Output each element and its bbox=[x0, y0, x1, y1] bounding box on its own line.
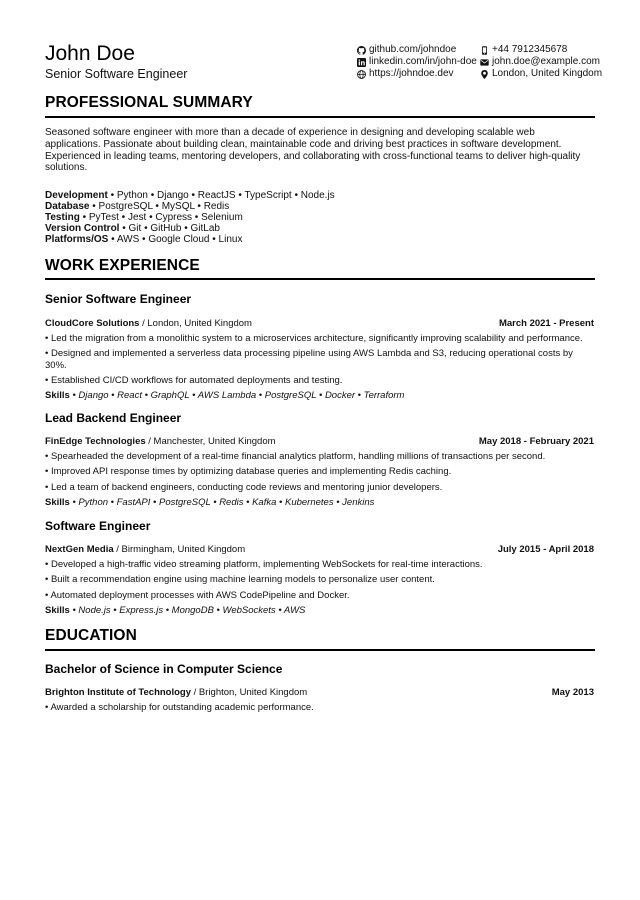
skill-label: Database bbox=[45, 201, 90, 212]
contact-email-text: john.doe@example.com bbox=[492, 56, 600, 67]
job-skills-label: Skills bbox=[45, 390, 70, 401]
job-bullet: • Spearheaded the development of a real-time financial analytics platform, handling millions of transactions per second. bbox=[45, 451, 546, 462]
job-company-row bbox=[45, 318, 594, 329]
skill-items: • PyTest • Jest • Cypress • Selenium bbox=[82, 212, 243, 223]
job-skills-label: Skills bbox=[45, 497, 70, 508]
skill-items: • AWS • Google Cloud • Linux bbox=[111, 234, 243, 245]
skill-line-database bbox=[45, 201, 229, 212]
job-bullet: • Developed a high-traffic video streaming platform, implementing WebSockets for real-time interactions. bbox=[45, 559, 483, 570]
contact-linkedin[interactable] bbox=[357, 56, 477, 68]
linkedin-icon bbox=[357, 58, 366, 67]
job-date: July 2015 - April 2018 bbox=[497, 544, 594, 555]
education-date: May 2013 bbox=[551, 687, 594, 698]
summary-divider bbox=[45, 116, 595, 118]
job-title: Senior Software Engineer bbox=[45, 292, 192, 306]
job-location: / Birmingham, United Kingdom bbox=[113, 544, 246, 555]
job-skills bbox=[45, 497, 374, 508]
job-bullet: • Established CI/CD workflows for automated deployments and testing. bbox=[45, 375, 343, 386]
education-bullet: • Awarded a scholarship for outstanding academic performance. bbox=[45, 702, 314, 713]
job-company-row bbox=[45, 544, 594, 555]
candidate-name: John Doe bbox=[45, 42, 135, 65]
job-company: NextGen Media bbox=[45, 544, 114, 555]
contact-github[interactable] bbox=[357, 44, 477, 56]
job-bullet: • Improved API response times by optimizing database queries and implementing Redis caching. bbox=[45, 466, 452, 477]
education-school: Brighton Institute of Technology bbox=[45, 687, 192, 698]
job-date: May 2018 - February 2021 bbox=[478, 436, 594, 447]
job-title: Lead Backend Engineer bbox=[45, 411, 182, 425]
location-icon bbox=[480, 70, 489, 79]
summary-text: Seasoned software engineer with more than a decade of experience in designing and developing scalable web applications. Passionate about building clean, maintainable code and driving best practices in software development. Experienced in leading teams, mentoring developers, and collaborating with cross-functional teams to deliver high-quality solutions. bbox=[45, 127, 581, 174]
contact-phone-text: +44 7912345678 bbox=[492, 44, 568, 55]
summary-heading: PROFESSIONAL SUMMARY bbox=[45, 94, 253, 111]
job-company: FinEdge Technologies bbox=[45, 436, 146, 447]
job-company: CloudCore Solutions bbox=[45, 318, 140, 329]
job-bullet: • Led a team of backend engineers, conducting code reviews and mentoring junior developers. bbox=[45, 482, 443, 493]
job-company-row bbox=[45, 436, 594, 447]
globe-icon bbox=[357, 70, 366, 79]
skill-label: Development bbox=[45, 190, 108, 201]
contact-website-text: https://johndoe.dev bbox=[369, 68, 454, 79]
job-skills-label: Skills bbox=[45, 605, 70, 616]
education-location: / Brighton, United Kingdom bbox=[191, 687, 308, 698]
job-skills-list: • Django • React • GraphQL • AWS Lambda • PostgreSQL • Docker • Terraform bbox=[69, 390, 405, 401]
job-bullet: • Led the migration from a monolithic system to a microservices architecture, significantly improving scalability and performance. bbox=[45, 333, 583, 344]
experience-heading: WORK EXPERIENCE bbox=[45, 257, 200, 274]
job-bullet: • Designed and implemented a serverless data processing pipeline using AWS Lambda and S3, reducing operational costs by 30%. bbox=[45, 348, 573, 371]
contact-column-right bbox=[480, 44, 602, 80]
job-date: March 2021 - Present bbox=[498, 318, 594, 329]
job-skills bbox=[45, 605, 305, 616]
education-degree: Bachelor of Science in Computer Science bbox=[45, 662, 283, 676]
candidate-role: Senior Software Engineer bbox=[45, 67, 188, 81]
email-icon bbox=[480, 58, 489, 67]
skill-items: • Git • GitHub • GitLab bbox=[122, 223, 220, 234]
contact-linkedin-text: linkedin.com/in/john-doe bbox=[369, 56, 477, 67]
contact-github-text: github.com/johndoe bbox=[369, 44, 457, 55]
education-divider bbox=[45, 649, 595, 651]
job-title: Software Engineer bbox=[45, 519, 151, 533]
contact-column-left bbox=[357, 44, 477, 80]
github-icon bbox=[357, 46, 366, 55]
contact-location-text: London, United Kingdom bbox=[492, 68, 603, 79]
job-bullet: • Built a recommendation engine using machine learning models to personalize user content. bbox=[45, 574, 435, 585]
job-location: / Manchester, United Kingdom bbox=[145, 436, 276, 447]
skill-items: • PostgreSQL • MySQL • Redis bbox=[92, 201, 230, 212]
phone-icon bbox=[480, 46, 489, 55]
job-bullet: • Automated deployment processes with AWS CodePipeline and Docker. bbox=[45, 590, 350, 601]
job-skills-list: • Python • FastAPI • PostgreSQL • Redis • Kafka • Kubernetes • Jenkins bbox=[69, 497, 375, 508]
skill-label: Version Control bbox=[45, 223, 120, 234]
education-heading: EDUCATION bbox=[45, 627, 137, 644]
skill-label: Testing bbox=[45, 212, 80, 223]
job-location: / London, United Kingdom bbox=[139, 318, 252, 329]
contact-phone[interactable] bbox=[480, 44, 602, 56]
job-skills bbox=[45, 390, 404, 401]
education-school-row bbox=[45, 687, 594, 698]
skill-line-platforms bbox=[45, 234, 242, 245]
skill-line-version-control bbox=[45, 223, 220, 234]
skill-items: • Python • Django • ReactJS • TypeScript • Node.js bbox=[110, 190, 335, 201]
contact-location bbox=[480, 68, 602, 80]
skill-label: Platforms/OS bbox=[45, 234, 109, 245]
job-skills-list: • Node.js • Express.js • MongoDB • WebSockets • AWS bbox=[69, 605, 306, 616]
experience-divider bbox=[45, 278, 595, 280]
skill-line-development bbox=[45, 190, 335, 201]
contact-website[interactable] bbox=[357, 68, 477, 80]
contact-email[interactable] bbox=[480, 56, 602, 68]
skill-line-testing bbox=[45, 212, 243, 223]
